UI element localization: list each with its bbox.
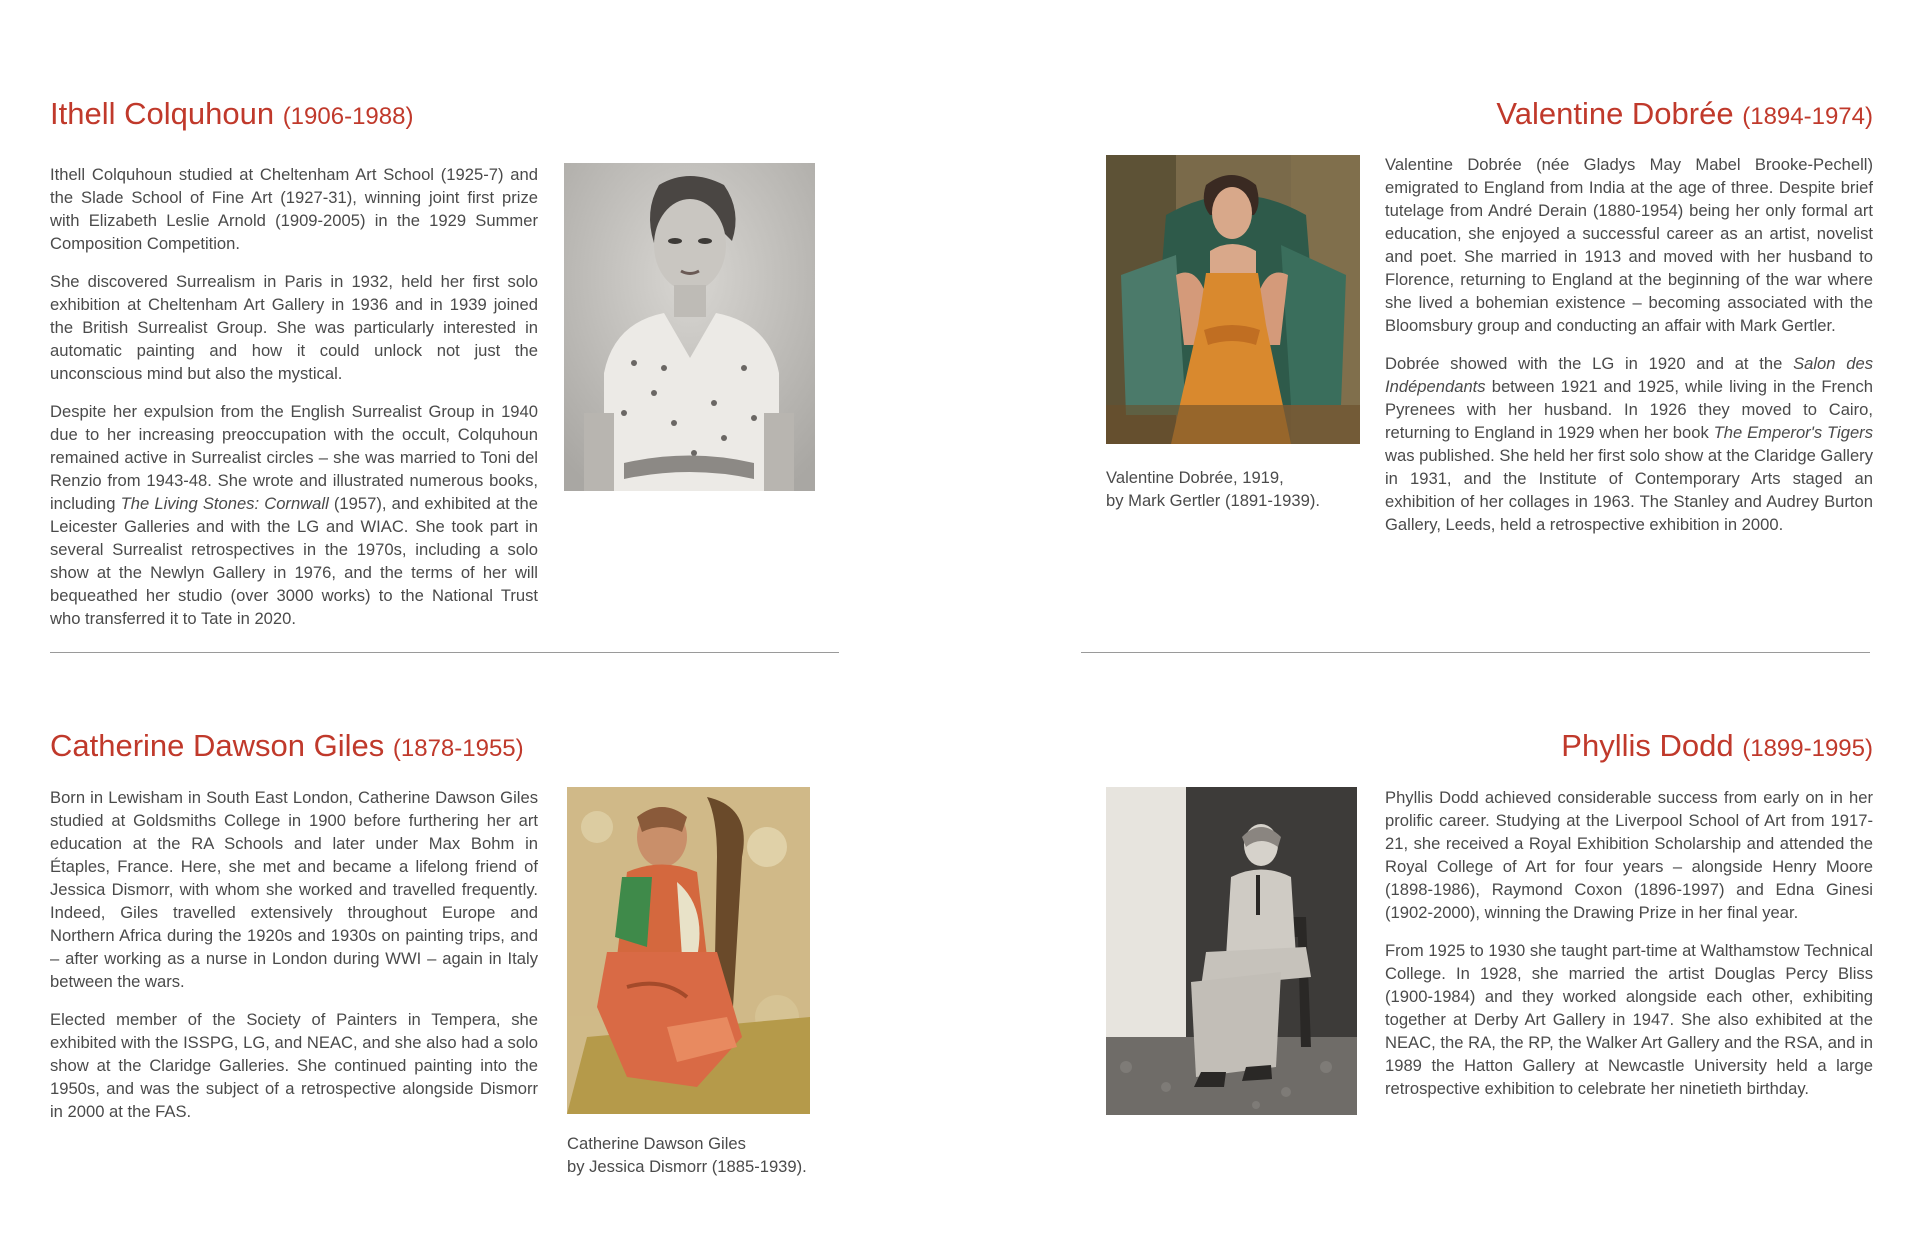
- biography-text: [50, 163, 538, 645]
- biography-paragraph: [1385, 939, 1873, 1100]
- artist-name: Valentine Dobrée: [1496, 96, 1734, 131]
- portrait-photo: [1106, 787, 1357, 1115]
- italic-title-text: Salon des Indépendants: [1385, 354, 1874, 396]
- paragraph-text: Elected member of the Society of Painters in Tempera, she exhibited with the ISSPG, LG, and NEAC, and she also had a solo show at the Claridge Galleries. She continued painting into the 1950s, and was the subject of a retrospective alongside Dismorr in 2000 at the FAS.: [50, 1010, 538, 1121]
- entry-valentine-dobree: [960, 0, 1920, 660]
- portrait-painting: [567, 787, 810, 1114]
- caption-line: by Jessica Dismorr (1885-1939).: [567, 1157, 807, 1176]
- paragraph-text: She discovered Surrealism in Paris in 1932, held her first solo exhibition at Cheltenham Art Gallery in 1936 and in 1939 joined the British Surrealist Group. She was particularly interested in automatic painting and how it could unlock not just the unconscious mind but also the mystical.: [50, 272, 538, 383]
- paragraph-text: was published. She held her first solo show at the Claridge Gallery in 1931, and the Institute of Contemporary Arts staged an exhibition of her collages in 1963. The Stanley and Audrey Burton Gallery, Leeds, held a retrospective exhibition in 2000.: [1385, 446, 1873, 534]
- portrait-photo: [564, 163, 815, 491]
- biography-text: [1385, 153, 1873, 551]
- entry-catherine-dawson-giles: [0, 660, 960, 1244]
- section-divider: [50, 652, 839, 653]
- section-divider: [1081, 652, 1870, 653]
- artist-heading: [1561, 728, 1873, 767]
- paragraph-text: (1957), and exhibited at the Leicester Galleries and with the LG and WIAC. She took part in several Surrealist retrospectives in the 1970s, including a solo show at the Newlyn Gallery in 1976, and the terms of her will bequeathed her studio (over 3000 works) to the National Trust who transferred it to Tate in 2020.: [50, 494, 538, 628]
- paragraph-text: between 1921 and 1925, while living in the French Pyrenees with her husband. In 1926 they moved to Cairo, returning to England in 1929 when her book: [1385, 377, 1873, 442]
- italic-title-text: The Living Stones: Cornwall: [120, 494, 329, 513]
- biography-paragraph: [50, 1008, 538, 1123]
- artist-heading: [1496, 96, 1873, 135]
- paragraph-text: Phyllis Dodd achieved considerable success from early on in her prolific career. Studying at the Liverpool School of Art from 1917-21, she received a Royal Exhibition Scholarship and attended the Royal College of Art for four years – alongside Henry Moore (1898-1986), Raymond Coxon (1896-1997) and Edna Ginesi (1902-2000), winning the Drawing Prize in her final year.: [1385, 788, 1873, 922]
- biography-paragraph: [50, 163, 538, 255]
- artist-years: (1878-1955): [392, 735, 524, 762]
- caption-line: Catherine Dawson Giles: [567, 1134, 746, 1153]
- artist-heading: [50, 96, 413, 135]
- paragraph-text: Despite her expulsion from the English Surrealist Group in 1940 due to her increasing preoccupation with the occult, Colquhoun remained active in Surrealist circles – she was married to Toni del Renzio from 1943-48. She wrote and illustrated numerous books, including: [50, 402, 538, 513]
- caption-line: Valentine Dobrée, 1919,: [1106, 468, 1284, 487]
- entry-phyllis-dodd: [960, 660, 1920, 1244]
- biography-text: [1385, 786, 1873, 1115]
- paragraph-text: Dobrée showed with the LG in 1920 and at the: [1385, 354, 1794, 373]
- paragraph-text: Ithell Colquhoun studied at Cheltenham Art School (1925-7) and the Slade School of Fine Art (1927-31), winning joint first prize with Elizabeth Leslie Arnold (1909-2005) in the 1929 Summer Composition Competition.: [50, 165, 538, 253]
- artist-heading: [50, 728, 524, 767]
- painted-portrait-image: [567, 787, 810, 1114]
- paragraph-text: From 1925 to 1930 she taught part-time at Walthamstow Technical College. In 1928, she married the artist Douglas Percy Bliss (1900-1984) and they worked alongside each other, exhibiting together at Derby Art Gallery in 1947. She also exhibited at the NEAC, the RA, the RP, the Walker Art Gallery and the RSA, and in 1989 the Hatton Gallery at Newcastle University held a large retrospective exhibition to celebrate her ninetieth birthday.: [1385, 941, 1873, 1098]
- portrait-caption: [567, 1132, 827, 1178]
- biography-paragraph: [1385, 786, 1873, 924]
- biography-paragraph: [1385, 352, 1873, 536]
- entry-ithell-colquhoun: [0, 0, 960, 660]
- biography-paragraph: [50, 400, 538, 630]
- artist-name: Phyllis Dodd: [1561, 728, 1734, 763]
- artist-name: Ithell Colquhoun: [50, 96, 275, 131]
- portrait-caption: [1106, 466, 1356, 512]
- bw-portrait-image: [1106, 787, 1357, 1115]
- caption-line: by Mark Gertler (1891-1939).: [1106, 491, 1320, 510]
- artist-years: (1906-1988): [282, 103, 414, 130]
- painted-portrait-image: [1106, 155, 1360, 444]
- biography-paragraph: [1385, 153, 1873, 337]
- bw-portrait-image: [564, 163, 815, 491]
- artist-name: Catherine Dawson Giles: [50, 728, 385, 763]
- biography-text: [50, 786, 538, 1138]
- italic-title-text: The Emperor's Tigers: [1713, 423, 1873, 442]
- paragraph-text: Born in Lewisham in South East London, Catherine Dawson Giles studied at Goldsmiths College in 1900 before furthering her art education at the RA Schools and later under Max Bohm in Étaples, France. Here, she met and became a lifelong friend of Jessica Dismorr, with whom she worked and travelled frequently. Indeed, Giles travelled extensively throughout Europe and Northern Africa during the 1920s and 1930s on painting trips, and – after working as a nurse in London during WWI – again in Italy between the wars.: [50, 788, 538, 991]
- artist-years: (1899-1995): [1742, 735, 1873, 762]
- artist-years: (1894-1974): [1742, 103, 1873, 130]
- paragraph-text: Valentine Dobrée (née Gladys May Mabel Brooke-Pechell) emigrated to England from India at the age of three. Despite brief tutelage from André Derain (1880-1954) being her only formal art education, she enjoyed a successful career as an artist, novelist and poet. She married in 1913 and moved with her husband to Florence, returning to England at the beginning of the war where she lived a bohemian existence – becoming associated with the Bloomsbury group and conducting an affair with Mark Gertler.: [1385, 155, 1873, 335]
- portrait-painting: [1106, 155, 1360, 444]
- biography-paragraph: [50, 270, 538, 385]
- biography-paragraph: [50, 786, 538, 993]
